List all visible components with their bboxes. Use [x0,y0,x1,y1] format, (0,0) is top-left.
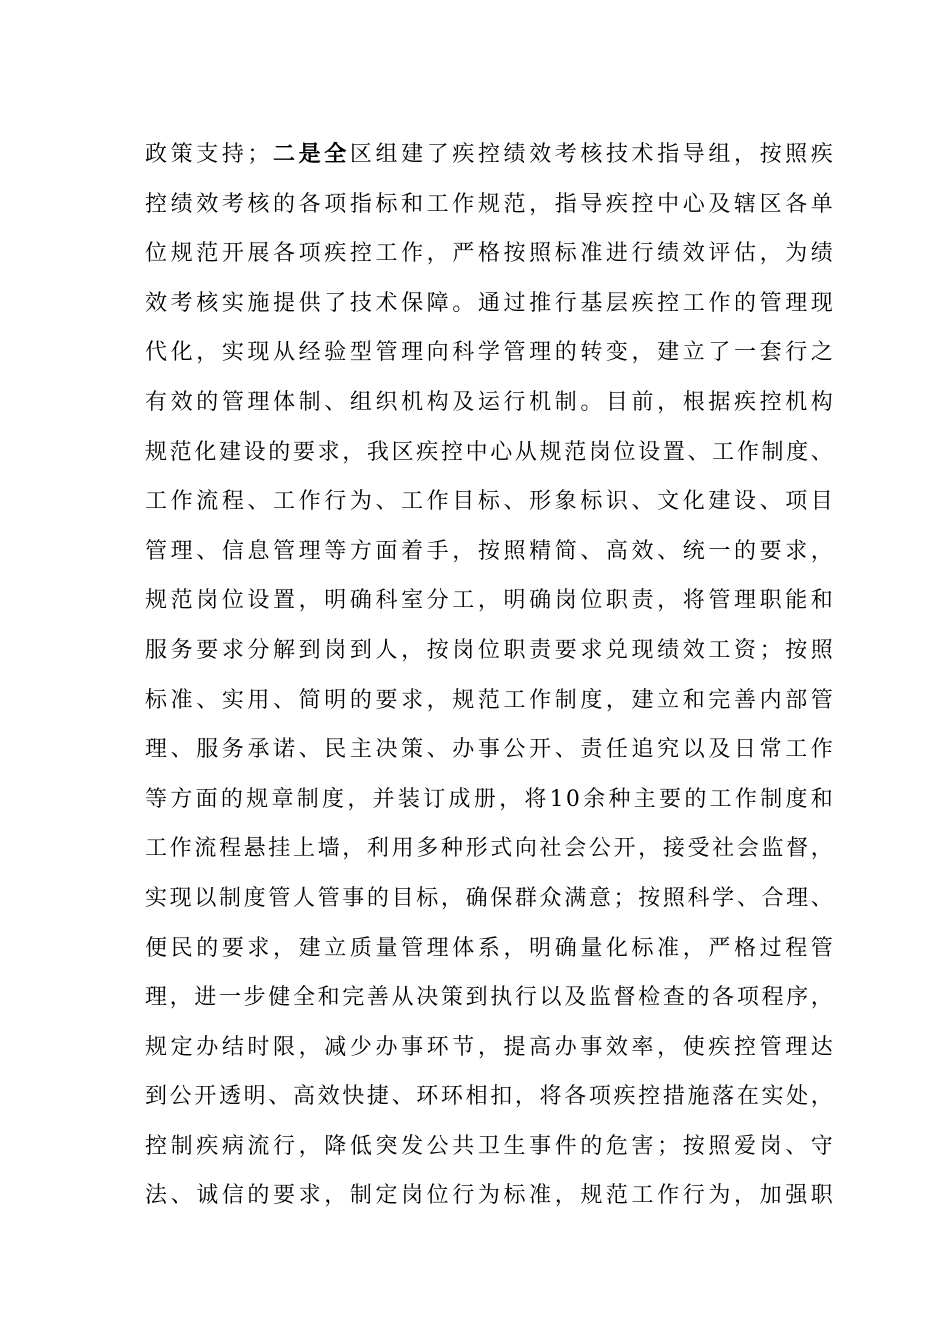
text-line: 实现以制度管人管事的目标，确保群众满意；按照科学、合理、 [145,885,835,911]
text-line: 便民的要求，建立质量管理体系，明确量化标准，严格过程管 [145,935,835,961]
text-line: 位规范开展各项疾控工作，严格按照标准进行绩效评估，为绩 [145,241,835,267]
text-line: 控绩效考核的各项指标和工作规范，指导疾控中心及辖区各单 [145,191,835,217]
text-line: 代化，实现从经验型管理向科学管理的转变，建立了一套行之 [145,340,835,366]
text-line: 有效的管理体制、组织机构及运行机制。目前，根据疾控机构 [145,389,835,415]
bold-text-run: 二是全 [271,141,350,167]
text-line [145,130,835,180]
text-line: 管理、信息管理等方面着手，按照精简、高效、统一的要求， [145,538,835,564]
text-line: 工作流程、工作行为、工作目标、形象标识、文化建设、项目 [145,489,835,515]
text-line: 效考核实施提供了技术保障。通过推行基层疾控工作的管理现 [145,290,835,316]
text-run: 政策支持； [145,142,272,167]
text-line: 规定办结时限，减少办事环节，提高办事效率，使疾控管理达 [145,1034,835,1060]
text-line: 到公开透明、高效快捷、环环相扣，将各项疾控措施落在实处， [145,1084,835,1110]
body-text [145,130,835,1221]
text-run: 区组建了疾控绩效考核技术指导组，按照疾 [349,142,835,167]
text-line: 等方面的规章制度，并装订成册，将10余种主要的工作制度和 [145,786,835,812]
text-line: 标准、实用、简明的要求，规范工作制度，建立和完善内部管 [145,687,835,713]
text-line: 服务要求分解到岗到人，按岗位职责要求兑现绩效工资；按照 [145,637,835,663]
text-line: 规范化建设的要求，我区疾控中心从规范岗位设置、工作制度、 [145,439,835,465]
text-line: 工作流程悬挂上墙，利用多种形式向社会公开，接受社会监督， [145,836,835,862]
text-line: 理、服务承诺、民主决策、办事公开、责任追究以及日常工作 [145,737,835,763]
text-line: 法、诚信的要求，制定岗位行为标准，规范工作行为，加强职 [145,1183,835,1209]
text-line: 规范岗位设置，明确科室分工，明确岗位职责，将管理职能和 [145,588,835,614]
text-line: 控制疾病流行，降低突发公共卫生事件的危害；按照爱岗、守 [145,1133,835,1159]
text-line: 理，进一步健全和完善从决策到执行以及监督检查的各项程序， [145,985,835,1011]
